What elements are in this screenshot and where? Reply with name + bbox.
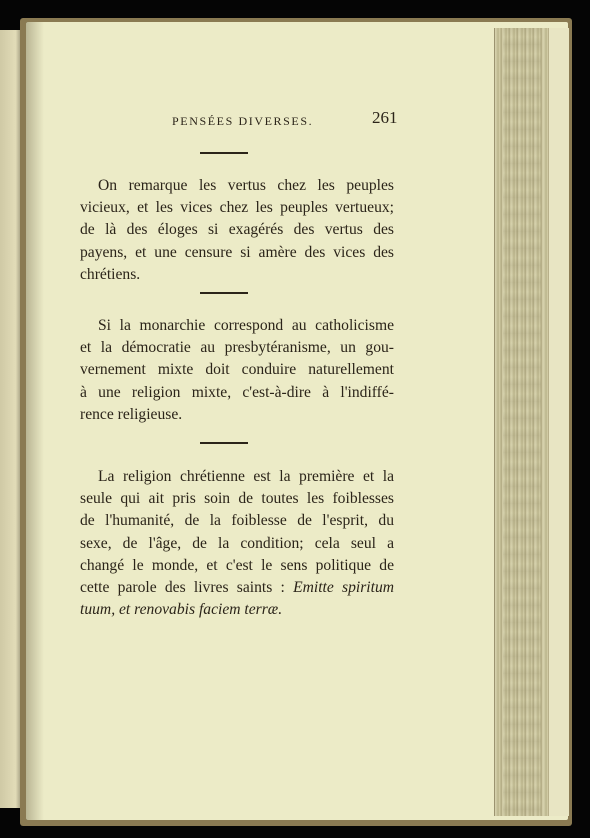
text-segment: cette parole des livres saints : bbox=[80, 579, 285, 597]
text-line: chrétiens. bbox=[80, 265, 141, 283]
text-line: de l'humanité, de la foiblesse de l'esprit, du bbox=[80, 512, 394, 530]
page-number: 261 bbox=[372, 108, 398, 127]
text-line: Si la monarchie correspond au catholicisme bbox=[98, 317, 394, 334]
latin-quote: Emitte spiritum bbox=[293, 579, 395, 597]
text-line: seule qui ait pris soin de toutes les foiblesses bbox=[80, 490, 394, 508]
text-line: La religion chrétienne est la première et la bbox=[98, 468, 394, 485]
text-line: rence religieuse. bbox=[80, 405, 183, 423]
section-rule bbox=[200, 442, 248, 444]
gutter-shadow bbox=[26, 22, 44, 820]
text-line: vernement mixte doit conduire naturellement bbox=[80, 361, 394, 379]
paragraph-3 bbox=[80, 466, 394, 621]
text-line: On remarque les vertus chez les peuples bbox=[98, 177, 394, 194]
text-line: et la démocratie au presbytéranisme, un gou- bbox=[80, 339, 394, 357]
text-line: vicieux, et les vices chez les peuples vertueux; bbox=[80, 199, 394, 217]
text-line: de là des éloges si exagérés des vertus des bbox=[80, 221, 394, 239]
text-line: payens, et une censure si amère des vices des bbox=[80, 243, 394, 261]
text-line: sexe, de l'âge, de la condition; cela seul a bbox=[80, 534, 394, 552]
latin-quote-end: tuum, et renovabis faciem terræ. bbox=[80, 601, 283, 619]
text-line-with-quote bbox=[80, 577, 394, 599]
text-line: changé le monde, et c'est le sens politique de bbox=[80, 556, 394, 574]
running-title: PENSÉES DIVERSES. bbox=[172, 114, 314, 128]
text-line: à une religion mixte, c'est-à-dire à l'indiffé- bbox=[80, 383, 394, 401]
paragraph-1 bbox=[80, 175, 394, 286]
paragraph-2 bbox=[80, 315, 394, 426]
page-edge-margin bbox=[548, 28, 569, 816]
section-rule bbox=[200, 152, 248, 154]
section-rule bbox=[200, 292, 248, 294]
